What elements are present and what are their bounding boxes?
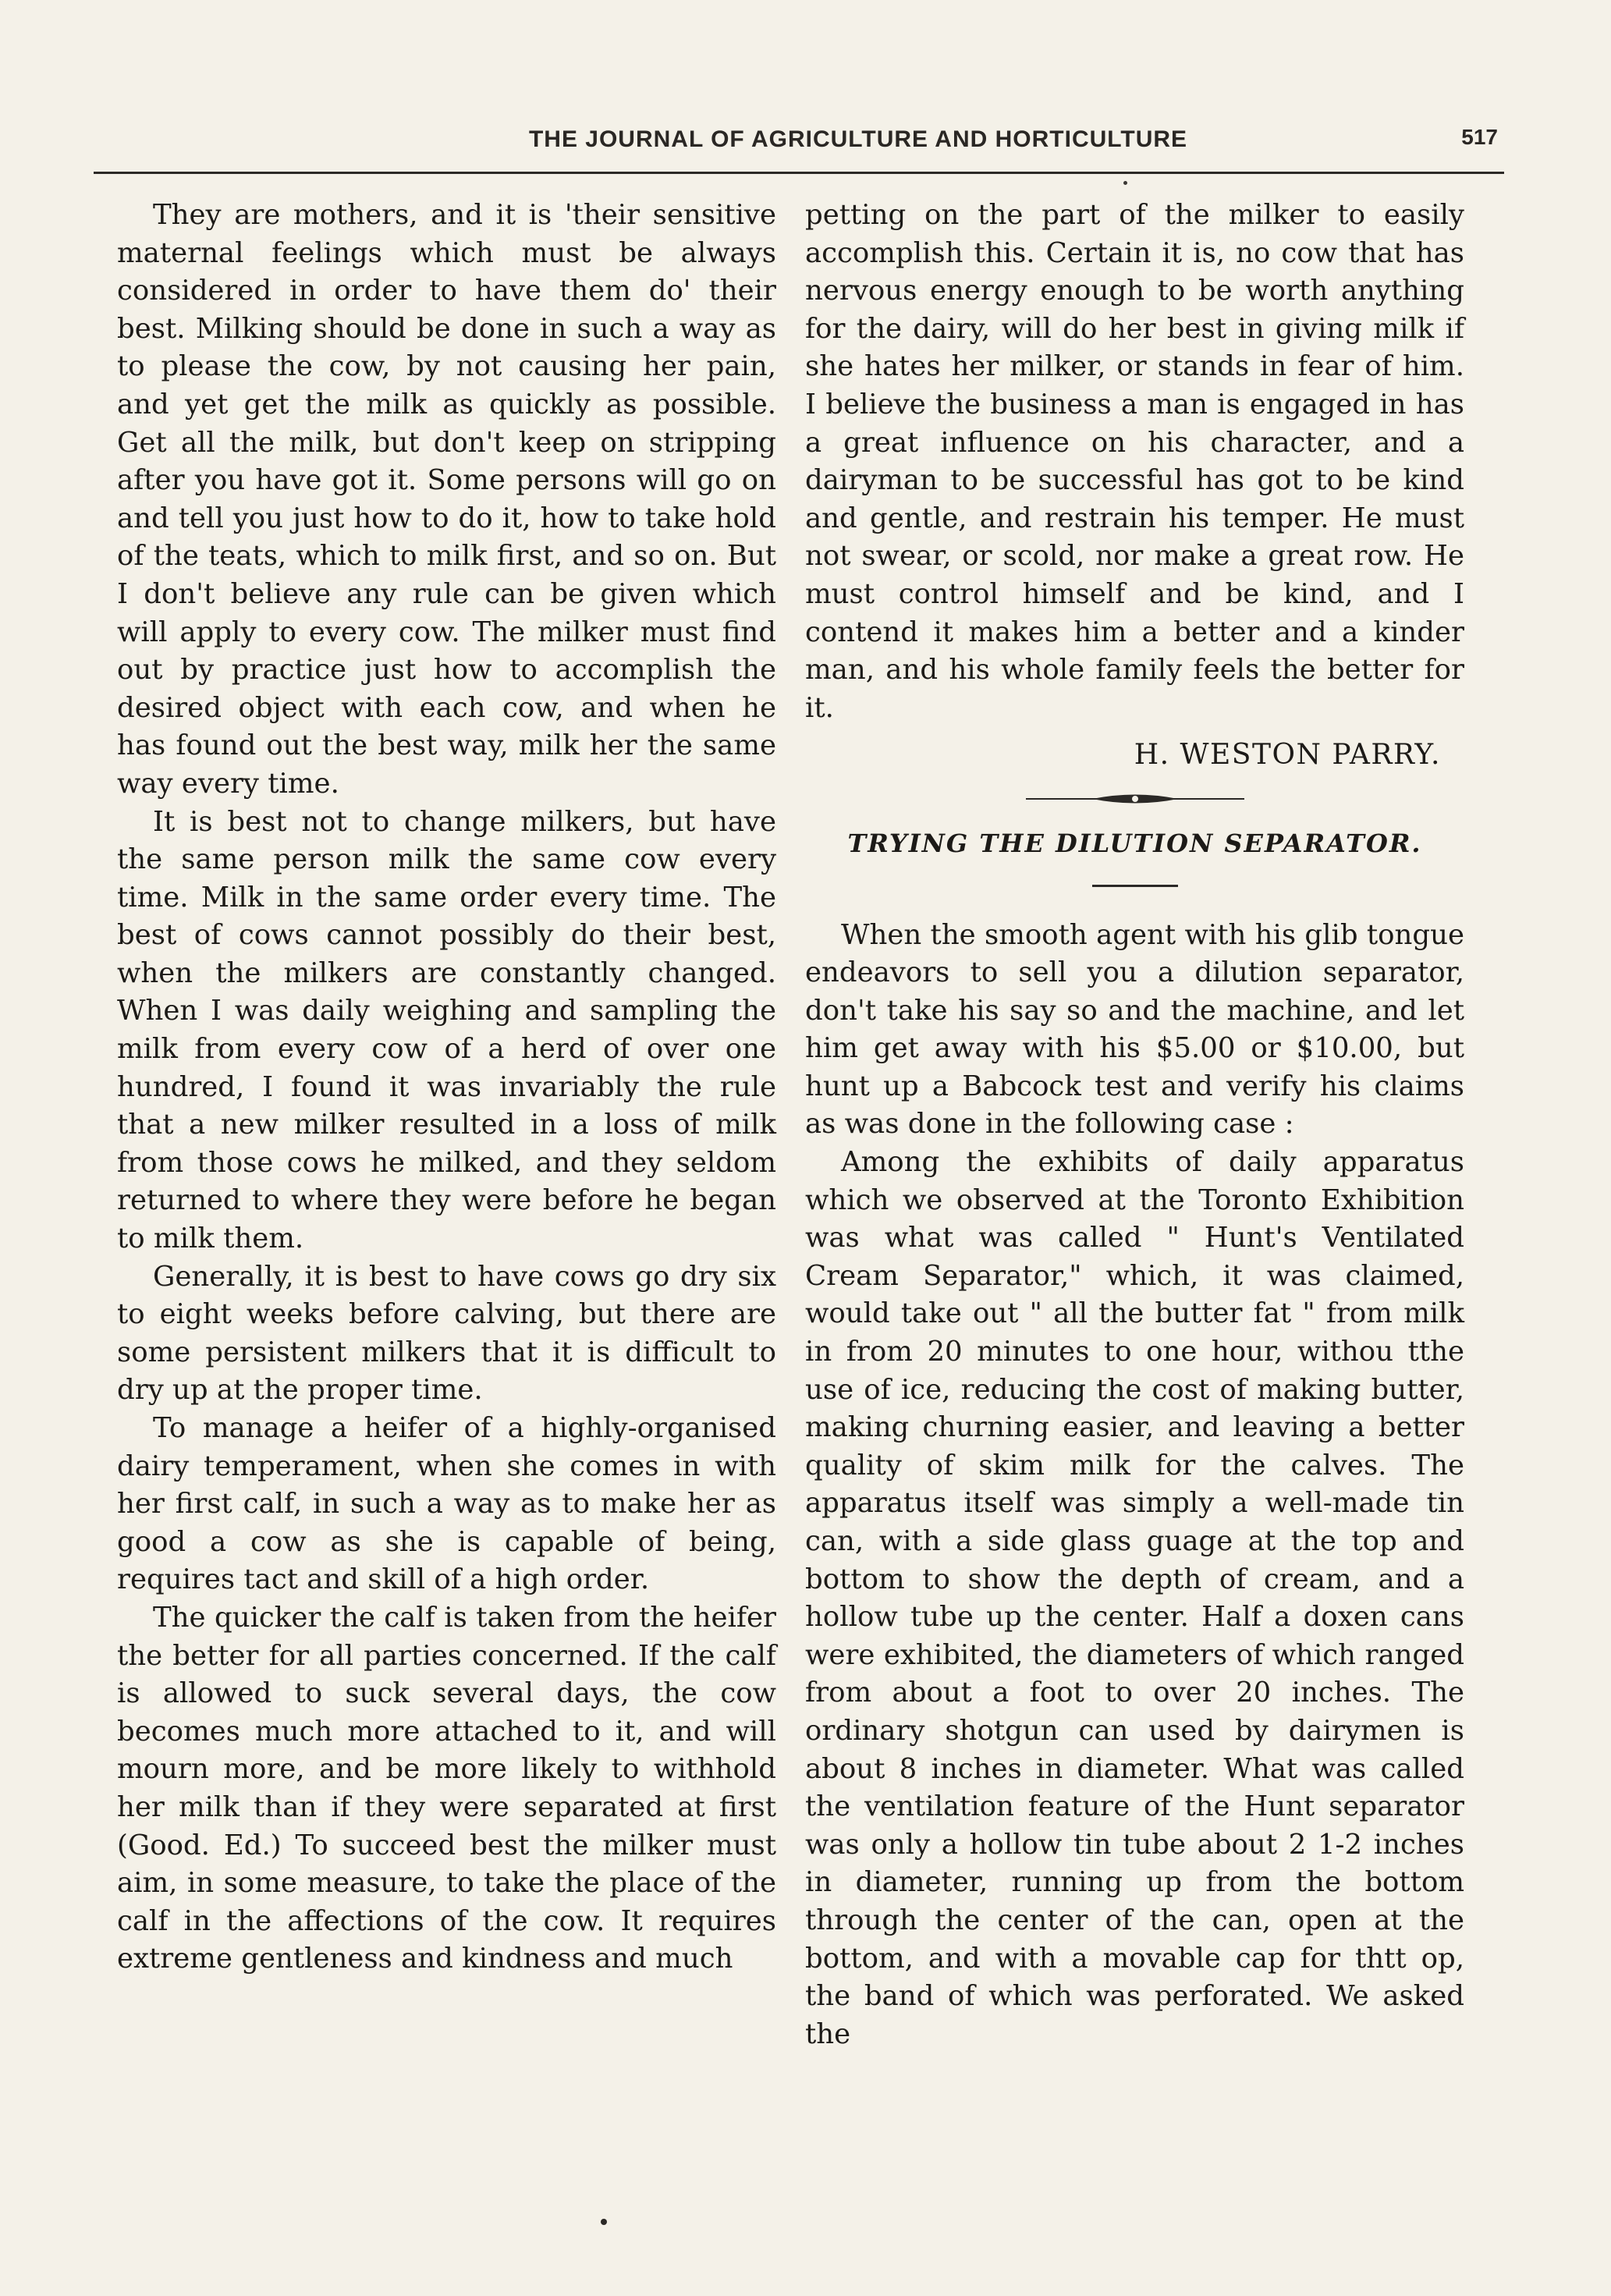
header-dot [1123,181,1127,185]
paragraph: Among the exhibits of daily apparatus which we observed at the Toronto Exhibition was what was called " Hunt's Ventilated Cream Separator," which, it was claimed, would take out " all the butter fat " from milk in from 20 minutes to one hour, withou tthe use of ice, reducing the cost of making butter, making churning easier, and leaving a better quality of skim milk for the calves. The apparatus itself was simply a well-made tin can, with a side glass guage at the top and bottom to show the depth of cream, and a hollow tube up the center. Half a doxen cans were exhibited, the diameters of which ranged from about a foot to over 20 inches. The ordinary shotgun can used by dairymen is about 8 inches in diameter. What was called the ventilation feature of the Hunt separator was only a hollow tin tube about 2 1-2 inches in diameter, running up from the bottom through the center of the can, open at the bottom, and with a movable cap for thtt op, the band of which was perforated. We asked the [805,1146,1464,2050]
footer-dot [601,2219,607,2225]
ornament-divider-icon [1018,789,1252,809]
paragraph: They are mothers, and it is 'their sensitive maternal feelings which must be always considered in order to have them do' their best. Milking should be done in such a way as to please the cow, by not causing her pain, and yet get the milk as quickly as possible. Get all the milk, but don't keep on stripping after you have got it. Some persons will go on and tell you just how to do it, how to take hold of the teats, which to milk first, and so on. But I don't believe any rule can be given which will apply to every cow. The milker must find out by practice just how to accomplish the desired object with each cow, and when he has found out the best way, milk her the same way every time. [117,199,776,800]
author-signature: H. WESTON PARRY. [1134,739,1441,772]
paragraph-continuation: petting on the part of the milker to easily accomplish this. Certain it is, no cow that has nervous energy enough to be worth anything for the dairy, will do her best in giving milk if she hates her milker, or stands in fear of him. I believe the business a man is engaged in has a great influence on his character, and a dairyman to be successful has got to be kind and gentle, and restrain his temper. He must not swear, or scold, nor make a great row. He must control himself and be kind, and I contend it makes him a better and a kinder man, and his whole family feels the better for it. [805,199,1464,724]
paragraph: Generally, it is best to have cows go dry six to eight weeks before calving, but there are some persistent milkers that it is difficult to dry up at the proper time. [117,1260,776,1407]
paragraph: When the smooth agent with his glib tongue endeavors to sell you a dilution separator, don't take his say so and the machine, and let him get away with his $5.00 or $10.00, but hunt up a Babcock test and verify his claims as was done in the following case : [805,918,1464,1141]
short-rule [1092,885,1178,887]
running-title: THE JOURNAL OF AGRICULTURE AND HORTICULTURE [528,126,1188,152]
section-heading: TRYING THE DILUTION SEPARATOR. [847,828,1422,858]
paragraph: To manage a heifer of a highly-organised dairy temperament, when she comes in with her first calf, in such a way as to make her as good a cow as she is capable of being, requires tact and skill of a high order. [117,1412,776,1596]
right-column [805,197,1464,2053]
paragraph: The quicker the calf is taken from the heifer the better for all parties concerned. If the calf is allowed to suck several days, the cow becomes much more attached to it, and will mourn more, and be more likely to withhold her milk than if they were separated at first (Good. Ed.) To succeed best the milker must aim, in some measure, to take the place of the calf in the affections of the cow. It requires extreme gentleness and kindness and much [117,1601,776,1975]
page-header [94,117,1498,172]
paragraph: It is best not to change milkers, but have the same person milk the same cow every time. Milk in the same order every time. The best of cows cannot possibly do their best, when the milkers are constantly changed. When I was daily weighing and sampling the milk from every cow of a herd of over one hundred, I found it was invariably the rule that a new milker resulted in a loss of milk from those cows he milked, and they seldom returned to where they were before he began to milk them. [117,805,776,1255]
page-number: 517 [1461,125,1498,149]
left-column [117,197,776,1978]
header-rule [94,172,1504,174]
ornamental-rule [1018,789,1252,809]
